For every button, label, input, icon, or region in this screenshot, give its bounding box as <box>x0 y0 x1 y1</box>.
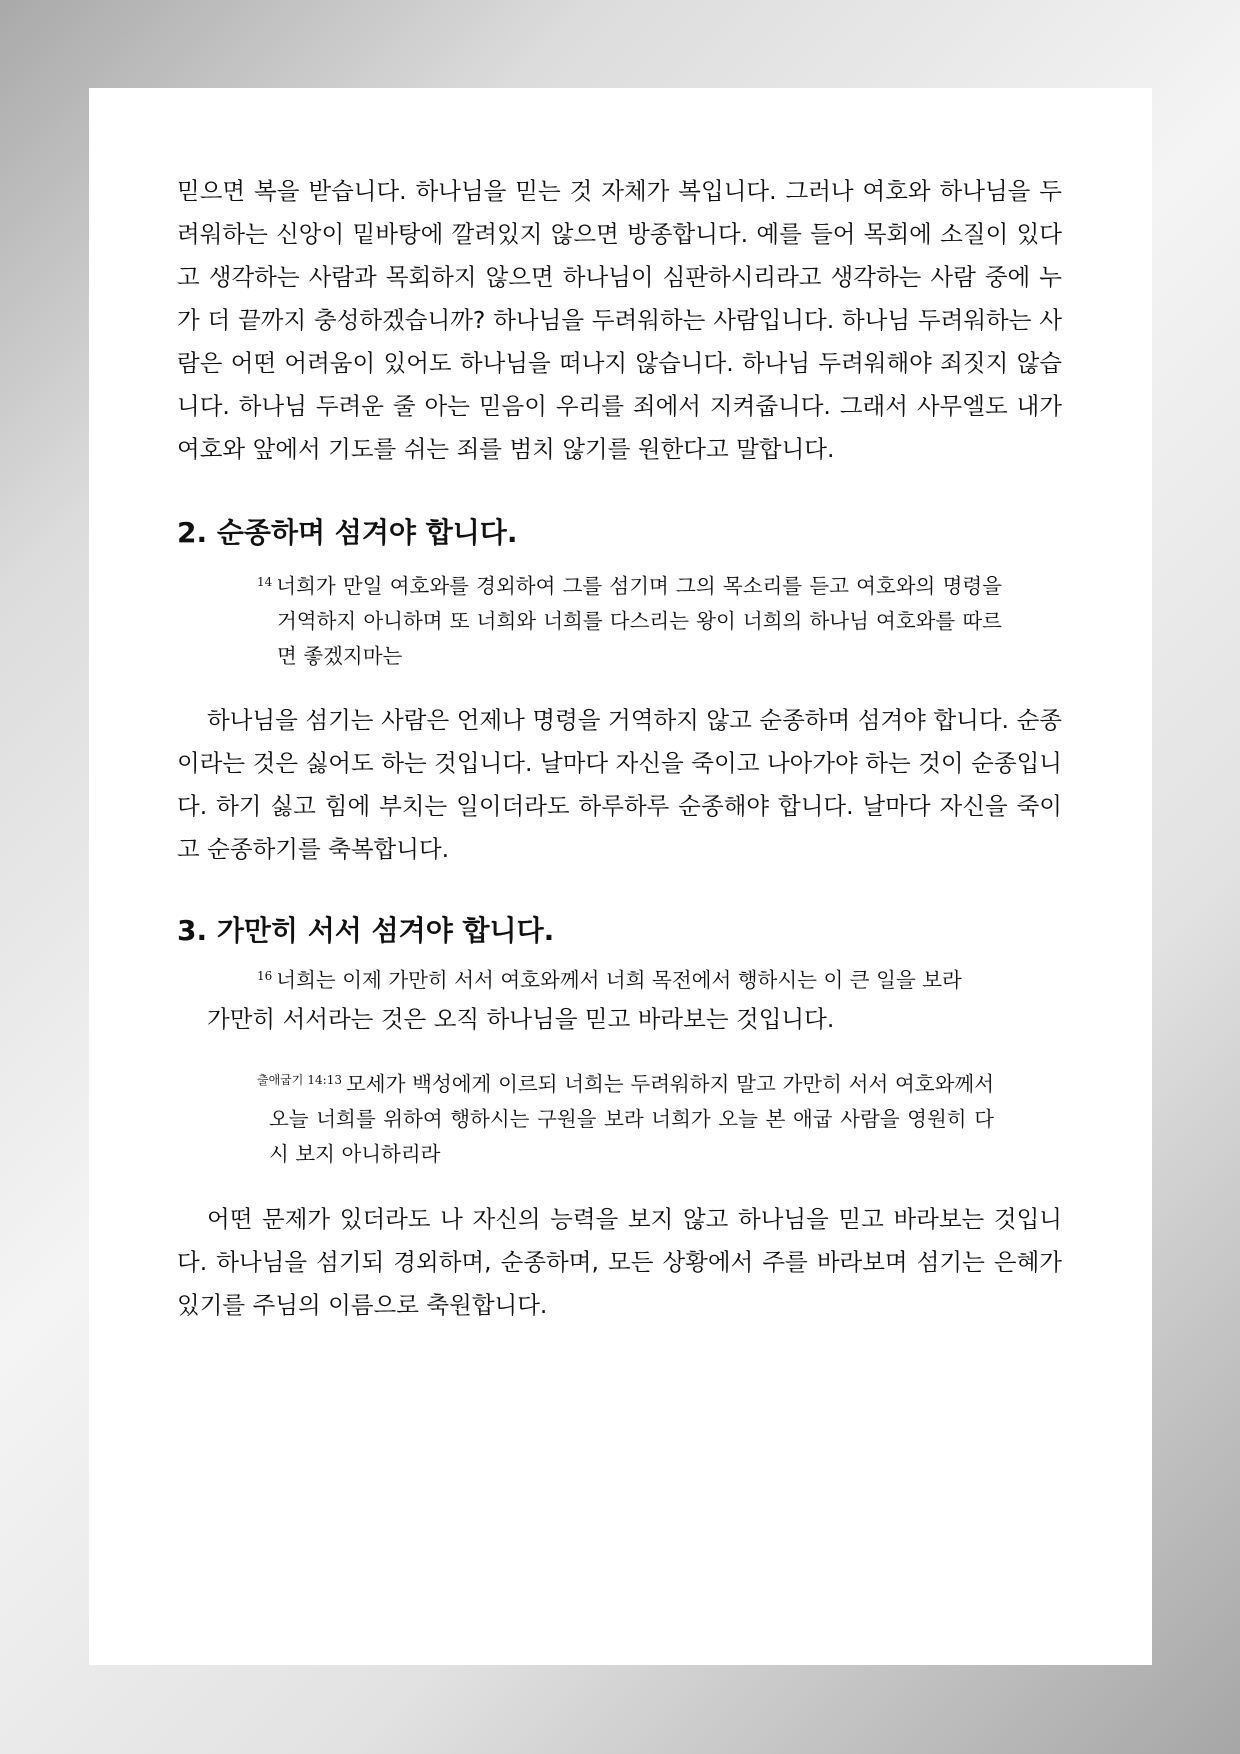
document-page <box>89 88 1152 1665</box>
paragraph-fear-of-god: 믿으면 복을 받습니다. 하나님을 믿는 것 자체가 복입니다. 그러나 여호와 하나님을 두려워하는 신앙이 밑바탕에 깔려있지 않으면 방종합니다. 예를 들어 목회에 소질이 있다고 생각하는 사람과 목회하지 않으면 하나님이 심판하시리라고 생각하는 사람 중에 누가 더 끝까지 충성하겠습니까? 하나님을 두려워하는 사람입니다. 하나님 두려워하는 사람은 어떤 어려움이 있어도 하나님을 떠나지 않습니다. 하나님 두려워해야 죄짓지 않습니다. 하나님 두려운 줄 아는 믿음이 우리를 죄에서 지켜줍니다. 그래서 사무엘도 내가 여호와 앞에서 기도를 쉬는 죄를 범치 않기를 원한다고 말합니다. <box>177 177 1062 463</box>
page-content <box>177 170 1062 1327</box>
verse-number: 14 <box>257 575 273 589</box>
verse-text: 모세가 백성에게 이르되 너희는 두려워하지 말고 가만히 서서 여호와께서 오늘 너희를 위하여 행하시는 구원을 보라 너희가 오늘 본 애굽 사람을 영원히 다시 보지 아니하리라 <box>269 1072 994 1166</box>
paragraph-obedience: 하나님을 섬기는 사람은 언제나 명령을 거역하지 않고 순종하며 섬겨야 합니다. 순종이라는 것은 싫어도 하는 것입니다. 날마다 자신을 죽이고 나아가야 하는 것이 순종입니다. 하기 싫고 힘에 부치는 일이더라도 하루하루 순종해야 합니다. 날마다 자신을 죽이고 순종하기를 축복합니다. <box>177 706 1062 863</box>
paragraph-closing-blessing: 어떤 문제가 있더라도 나 자신의 능력을 보지 않고 하나님을 믿고 바라보는 것입니다. 하나님을 섬기되 경외하며, 순종하며, 모든 상황에서 주를 바라보며 섬기는 은혜가 있기를 주님의 이름으로 축원합니다. <box>177 1205 1062 1319</box>
verse-number: 16 <box>257 969 273 983</box>
verse-text: 너희가 만일 여호와를 경외하여 그를 섬기며 그의 목소리를 듣고 여호와의 명령을 거역하지 아니하며 또 너희와 너희를 다스리는 왕이 너희의 하나님 여호와를 따르면 좋겠지마는 <box>276 574 1002 668</box>
verse-reference: 출애굽기 14:13 <box>257 1073 342 1087</box>
verse-14 <box>257 569 1002 674</box>
paragraph-stand-still-meaning: 가만히 서서라는 것은 오직 하나님을 믿고 바라보는 것입니다. <box>207 1005 835 1033</box>
heading-stand-still-and-serve: 3. 가만히 서서 섬겨야 합니다. <box>177 914 555 947</box>
verse-exodus-14-13 <box>257 1067 994 1172</box>
verse-text: 너희는 이제 가만히 서서 여호와께서 너희 목전에서 행하시는 이 큰 일을 보라 <box>276 968 962 992</box>
verse-16 <box>257 963 1002 998</box>
heading-obey-and-serve: 2. 순종하며 섬겨야 합니다. <box>177 516 518 549</box>
